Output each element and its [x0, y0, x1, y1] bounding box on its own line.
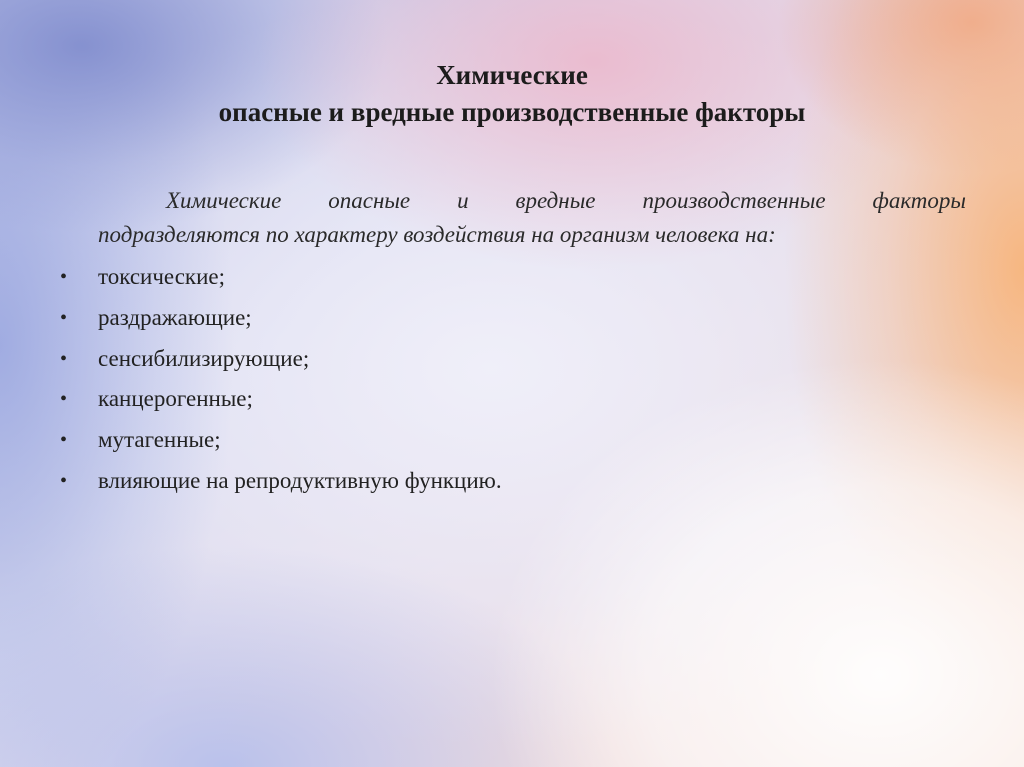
list-item	[0, 381, 900, 422]
list-item	[0, 463, 900, 504]
title-line-2: опасные и вредные производственные факторы	[218, 97, 806, 127]
list-item-text: влияющие на репродуктивную функцию.	[98, 467, 502, 493]
list-item-text: мутагенные;	[98, 427, 221, 453]
list-item	[0, 422, 900, 463]
bullet-icon: •	[60, 266, 68, 288]
bullet-icon: •	[60, 347, 68, 370]
factor-list	[0, 259, 900, 504]
bullet-icon: •	[60, 469, 68, 492]
list-item-text: токсические;	[98, 264, 226, 289]
intro-line-2: подразделяются по характеру воздействия на организм человека на:	[98, 222, 776, 247]
bullet-icon: •	[60, 388, 68, 411]
list-item	[0, 259, 900, 300]
list-item-text: канцерогенные;	[98, 386, 253, 412]
list-item	[0, 341, 900, 382]
bullet-icon: •	[60, 429, 68, 452]
intro-line-1: Химические опасные и вредные производственные факторы	[166, 188, 966, 213]
list-item	[0, 300, 900, 341]
list-item-text: сенсибилизирующие;	[98, 345, 310, 371]
slide-title	[0, 57, 1024, 131]
bullet-icon: •	[60, 306, 68, 329]
list-item-text: раздражающие;	[98, 304, 252, 330]
title-line-1: Химические	[436, 60, 588, 90]
intro-paragraph	[98, 184, 966, 252]
